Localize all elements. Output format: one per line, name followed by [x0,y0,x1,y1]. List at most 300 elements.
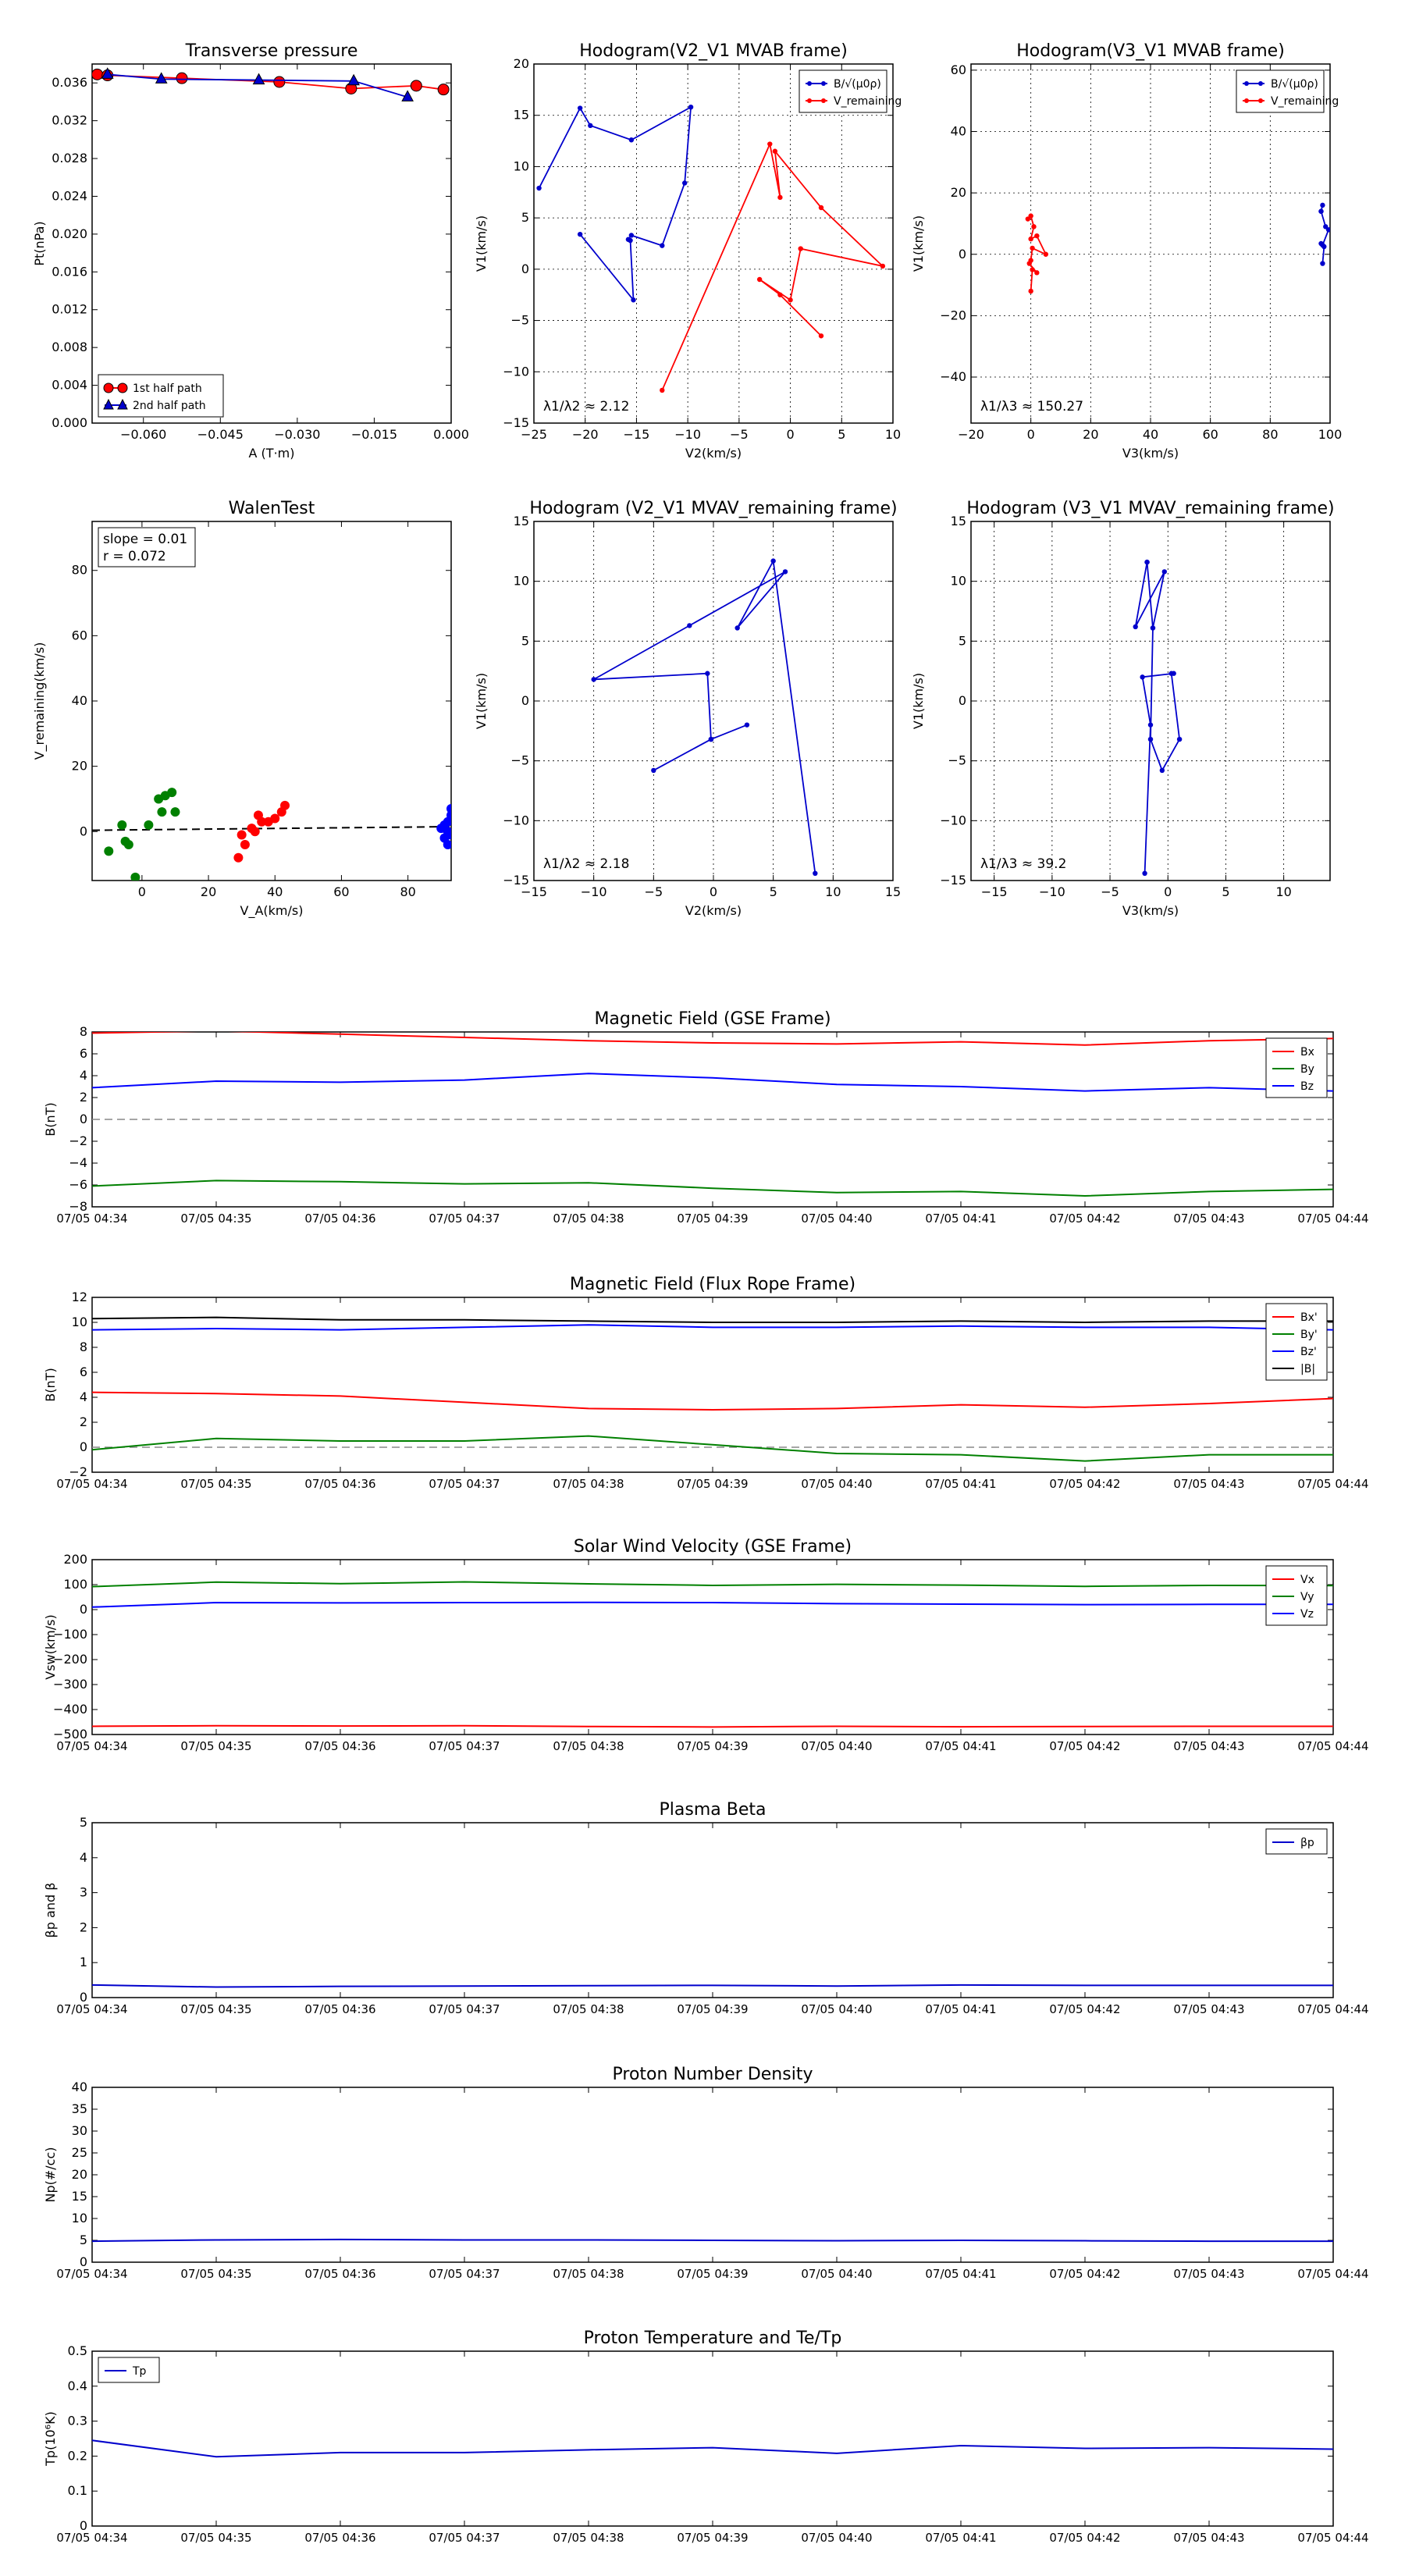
y-tick-label: 0.3 [67,2413,87,2428]
y-tick-label: 5 [79,2233,87,2247]
y-tick-label: 40 [71,2080,87,2094]
y-tick-label: 6 [79,1046,87,1061]
x-tick-label: −15 [521,884,547,899]
x-axis-label: V3(km/s) [1122,446,1179,461]
data-point [1034,270,1039,275]
data-point [536,186,541,190]
data-point [660,243,664,247]
x-tick-label: 07/05 04:41 [925,2531,997,2545]
x-tick-label: 07/05 04:43 [1173,1212,1245,1226]
y-tick-label: 20 [71,758,87,774]
legend-marker [821,98,826,103]
legend [1236,70,1339,112]
chart-c5 [911,499,1335,918]
y-tick-label: 25 [71,2145,87,2160]
x-tick-label: 07/05 04:43 [1173,1739,1245,1753]
data-point [709,737,713,742]
y-tick-label: 3 [79,1884,87,1900]
x-tick-label: 07/05 04:42 [1049,1477,1121,1491]
x-tick-label: 0 [1026,427,1035,442]
x-tick-label: 07/05 04:41 [925,2002,997,2016]
y-tick-label: 20 [513,56,529,71]
annotation-text: λ1/λ2 ≈ 2.12 [543,399,630,415]
data-point [705,671,710,676]
y-tick-label: 0 [79,1439,87,1454]
data-point [745,722,749,727]
y-tick-label: 10 [950,573,966,589]
chart-title: Hodogram(V2_V1 MVAB frame) [579,41,848,61]
y-tick-label: 15 [513,107,529,123]
x-tick-label: 07/05 04:44 [1297,1739,1369,1753]
data-point [438,84,449,95]
x-tick-label: 07/05 04:44 [1297,2002,1369,2016]
data-point [660,388,664,393]
data-point [280,801,290,810]
x-tick-label: 07/05 04:40 [801,1477,873,1491]
data-point [1320,261,1325,265]
y-tick-label: −8 [69,1199,87,1214]
x-tick-label: 07/05 04:41 [925,1212,997,1226]
legend-label: 1st half path [133,382,202,395]
x-tick-label: 07/05 04:42 [1049,1739,1121,1753]
y-tick-label: 0.036 [52,75,87,91]
data-point [1318,209,1323,214]
data-point [1169,671,1174,676]
x-tick-label: 07/05 04:35 [180,2531,252,2545]
legend [799,70,902,112]
plot-frame [92,2087,1333,2262]
y-tick-label: 0 [79,1112,87,1126]
y-tick-label: 8 [79,1340,87,1354]
data-point [687,623,692,628]
data-point [251,827,260,836]
x-tick-label: 10 [1275,884,1292,899]
data-point [176,73,187,84]
x-tick-label: 07/05 04:36 [304,2531,376,2545]
x-tick-label: 07/05 04:40 [801,2002,873,2016]
legend-label: βp [1300,1837,1314,1849]
y-tick-label: −5 [510,312,529,328]
legend [1266,1829,1327,1854]
chart-c1 [474,41,902,461]
plot-frame [92,2351,1333,2526]
legend-marker [1244,98,1249,103]
data-point [628,238,632,243]
legend [98,2357,159,2382]
annotation-text: λ1/λ2 ≈ 2.18 [543,856,630,872]
y-tick-label: 0 [79,2518,87,2533]
data-point [104,846,113,856]
chart-title: Proton Number Density [612,2065,813,2084]
chart-title: Hodogram (V2_V1 MVAV_remaining frame) [529,499,898,518]
data-point [880,264,885,269]
x-tick-label: 07/05 04:41 [925,1739,997,1753]
x-tick-label: 20 [200,884,217,899]
x-tick-label: 07/05 04:42 [1049,2267,1121,2281]
data-point [799,246,803,251]
legend [1266,1566,1327,1625]
data-point [443,840,453,849]
x-tick-label: 07/05 04:37 [429,2267,500,2281]
legend-label: V_remaining [834,95,902,108]
data-point [1028,237,1033,241]
legend [1266,1304,1327,1380]
data-point [144,820,153,830]
y-axis-label: Tp(10⁶K) [43,2411,58,2466]
y-tick-label: 4 [79,1849,87,1865]
y-tick-label: 1 [79,1955,87,1970]
y-tick-label: 0 [79,1990,87,2005]
x-tick-label: 07/05 04:35 [180,2002,252,2016]
y-tick-label: 8 [79,1024,87,1039]
legend-label: Bx' [1300,1311,1318,1324]
legend-label: V_remaining [1271,95,1339,108]
chart-title: Solar Wind Velocity (GSE Frame) [573,1537,852,1557]
y-tick-label: 60 [71,628,87,643]
legend-label: By' [1300,1329,1318,1341]
chart-c6 [43,1009,1369,1226]
chart-c11 [43,2329,1369,2545]
y-tick-label: −5 [510,753,529,768]
y-tick-label: 100 [63,1577,87,1592]
x-tick-label: 07/05 04:34 [56,1212,128,1226]
y-tick-label: 0 [521,261,529,276]
x-tick-label: 07/05 04:41 [925,2267,997,2281]
annotation-line: r = 0.072 [103,549,166,564]
x-tick-label: 07/05 04:37 [429,2531,500,2545]
data-point [578,232,582,237]
legend-label: By [1300,1063,1314,1076]
x-tick-label: 07/05 04:38 [553,1212,624,1226]
legend-label: Vx [1300,1574,1314,1586]
x-tick-label: 07/05 04:37 [429,1212,500,1226]
y-tick-label: 15 [71,2189,87,2204]
data-point [773,149,777,154]
legend-marker [821,81,826,86]
legend-label: Bz [1300,1080,1314,1093]
legend-label: Bx [1300,1046,1314,1059]
y-axis-label: V1(km/s) [474,672,489,730]
x-tick-label: 07/05 04:43 [1173,2002,1245,2016]
x-tick-label: 07/05 04:36 [304,1739,376,1753]
y-tick-label: 0 [79,1602,87,1617]
legend [1266,1038,1327,1098]
y-tick-label: −400 [53,1702,87,1717]
y-tick-label: 0.4 [67,2378,87,2393]
data-point [651,768,656,773]
x-tick-label: 07/05 04:42 [1049,2531,1121,2545]
y-tick-label: 200 [63,1552,87,1567]
y-tick-label: 12 [71,1290,87,1304]
y-tick-label: 0.008 [52,340,87,355]
x-tick-label: 15 [884,884,902,899]
y-tick-label: −2 [69,1464,87,1479]
x-tick-label: 07/05 04:44 [1297,2531,1369,2545]
y-tick-label: 0.012 [52,301,87,317]
legend [98,375,223,417]
y-tick-label: −10 [503,813,529,828]
y-tick-label: 15 [513,514,529,528]
x-tick-label: 07/05 04:37 [429,1477,500,1491]
y-tick-label: 15 [950,514,966,528]
x-tick-label: 07/05 04:35 [180,1477,252,1491]
y-tick-label: −5 [948,753,966,768]
data-point [1027,261,1032,265]
data-point [688,105,693,109]
data-point [631,297,635,302]
chart-c10 [43,2065,1369,2281]
data-point [411,80,422,91]
data-point [588,123,592,128]
y-tick-label: −6 [69,1177,87,1192]
chart-c9 [43,1800,1369,2016]
y-tick-label: 0 [521,693,529,708]
legend-marker [807,98,812,103]
data-point [770,558,775,563]
y-tick-label: 0.024 [52,188,87,204]
y-tick-label: 30 [71,2123,87,2138]
y-axis-label: Np(#/cc) [43,2147,58,2203]
y-tick-label: 5 [521,210,529,226]
x-tick-label: 07/05 04:39 [677,1477,749,1491]
x-tick-label: 07/05 04:34 [56,1739,128,1753]
y-tick-label: 5 [958,633,966,649]
x-tick-label: 07/05 04:38 [553,2267,624,2281]
x-tick-label: −0.060 [120,427,167,442]
legend-label: 2nd half path [133,400,206,412]
x-tick-label: 07/05 04:40 [801,1739,873,1753]
x-tick-label: −10 [674,427,702,442]
plot-frame [92,64,451,423]
x-tick-label: 07/05 04:40 [801,2531,873,2545]
y-tick-label: −4 [69,1155,87,1170]
y-tick-label: 0 [958,246,966,262]
x-tick-label: 20 [1083,427,1099,442]
x-tick-label: 07/05 04:35 [180,1212,252,1226]
y-tick-label: −500 [53,1727,87,1742]
data-point [813,871,817,876]
chart-title: Plasma Beta [659,1800,767,1820]
data-point [1162,569,1167,574]
y-axis-label: B(nT) [43,1102,58,1137]
data-point [1148,737,1153,742]
data-point [783,569,788,574]
x-tick-label: 60 [333,884,350,899]
y-tick-label: 2 [79,1090,87,1105]
x-tick-label: 5 [1222,884,1230,899]
y-tick-label: −15 [503,873,529,888]
x-axis-label: V2(km/s) [685,446,742,461]
x-axis-label: V2(km/s) [685,903,742,918]
x-tick-label: −15 [623,427,650,442]
x-tick-label: 07/05 04:39 [677,2267,749,2281]
data-point [117,820,126,830]
legend-marker [807,81,812,86]
data-point [777,293,782,297]
y-tick-label: 2 [79,1414,87,1429]
y-tick-label: 4 [79,1389,87,1404]
x-tick-label: 07/05 04:44 [1297,1477,1369,1491]
y-tick-label: 35 [71,2101,87,2116]
y-tick-label: 20 [71,2167,87,2182]
data-point [629,137,634,142]
data-point [240,840,250,849]
y-tick-label: 0 [79,824,87,839]
data-point [446,830,456,839]
data-point [274,76,285,87]
x-tick-label: 07/05 04:34 [56,1477,128,1491]
chart-title: WalenTest [228,499,315,518]
legend-label: B/√(μ0ρ) [834,78,881,91]
x-tick-label: 07/05 04:42 [1049,2002,1121,2016]
x-tick-label: 07/05 04:36 [304,2002,376,2016]
chart-title: Hodogram (V3_V1 MVAV_remaining frame) [966,499,1335,518]
x-tick-label: 07/05 04:34 [56,2002,128,2016]
x-tick-label: 0 [137,884,146,899]
data-point [1321,244,1326,249]
y-axis-label: Pt(nPa) [32,221,47,266]
chart-c3 [32,499,456,919]
y-tick-label: −100 [53,1627,87,1642]
x-tick-label: −0.015 [350,427,398,442]
y-tick-label: −2 [69,1133,87,1148]
data-point [1030,246,1034,251]
x-tick-label: 07/05 04:39 [677,1212,749,1226]
y-tick-label: −15 [503,415,529,430]
annotation-text: λ1/λ3 ≈ 39.2 [980,856,1067,872]
y-tick-label: 4 [79,1068,87,1083]
y-tick-label: 0.032 [52,112,87,128]
data-point [1133,624,1138,629]
x-tick-label: 80 [1262,427,1279,442]
x-tick-label: 07/05 04:38 [553,1739,624,1753]
legend-marker [118,383,127,393]
data-point [1044,252,1048,257]
x-tick-label: −15 [980,884,1008,899]
x-tick-label: 60 [1202,427,1218,442]
y-tick-label: 0.028 [52,151,87,166]
data-point [237,830,247,839]
x-tick-label: −25 [521,427,547,442]
y-tick-label: 0.004 [52,377,87,393]
x-tick-label: 10 [825,884,841,899]
y-tick-label: 0.016 [52,264,87,279]
x-tick-label: 07/05 04:36 [304,1212,376,1226]
y-tick-label: 60 [950,62,966,77]
y-tick-label: 0.000 [52,415,87,430]
x-tick-label: 0 [786,427,795,442]
x-tick-label: −10 [580,884,607,899]
x-axis-label: V_A(km/s) [240,903,304,918]
x-tick-label: 07/05 04:42 [1049,1212,1121,1226]
plot-frame [92,1297,1333,1472]
y-tick-label: −10 [940,813,966,828]
chart-title: Magnetic Field (GSE Frame) [594,1009,831,1029]
data-point [591,677,596,681]
y-tick-label: 40 [950,123,966,139]
data-point [682,180,687,185]
x-tick-label: 07/05 04:41 [925,1477,997,1491]
x-tick-label: −20 [958,427,984,442]
y-tick-label: 80 [71,562,87,578]
y-tick-label: 0.020 [52,226,87,241]
data-point [124,840,133,849]
chart-title: Magnetic Field (Flux Rope Frame) [569,1275,856,1294]
x-tick-label: −5 [644,884,663,899]
data-point [1151,625,1155,630]
data-point [167,788,176,797]
x-tick-label: 10 [884,427,902,442]
legend-label: Vy [1300,1591,1314,1603]
y-tick-label: 5 [79,1815,87,1830]
data-point [767,141,772,146]
x-axis-label: V3(km/s) [1122,903,1179,918]
chart-c8 [43,1537,1369,1753]
x-tick-label: 07/05 04:36 [304,1477,376,1491]
x-tick-label: 07/05 04:35 [180,2267,252,2281]
y-tick-label: 6 [79,1364,87,1379]
data-point [735,625,739,630]
x-tick-label: 07/05 04:40 [801,2267,873,2281]
y-axis-label: V1(km/s) [911,672,926,730]
y-tick-label: −15 [940,873,966,888]
y-axis-label: B(nT) [43,1368,58,1402]
annotation-text: λ1/λ3 ≈ 150.27 [980,399,1084,415]
x-tick-label: 07/05 04:34 [56,2531,128,2545]
chart-title: Transverse pressure [185,41,358,61]
x-tick-label: −20 [571,427,599,442]
x-tick-label: −0.045 [197,427,244,442]
data-point [233,853,243,863]
data-point [157,807,166,817]
data-point [92,69,103,80]
x-tick-label: 07/05 04:38 [553,1477,624,1491]
y-tick-label: −300 [53,1677,87,1692]
x-tick-label: 07/05 04:40 [801,1212,873,1226]
y-tick-label: 20 [950,185,966,201]
x-tick-label: 07/05 04:43 [1173,2531,1245,2545]
data-point [578,105,582,110]
x-tick-label: 100 [1318,427,1343,442]
x-axis-label: A (T·m) [248,446,295,461]
data-point [1140,674,1144,679]
data-point [788,297,792,302]
legend-label: Vz [1300,1608,1314,1621]
chart-title: Hodogram(V3_V1 MVAB frame) [1016,41,1285,61]
x-tick-label: 0 [1164,884,1172,899]
y-axis-label: βp and β [43,1882,58,1938]
x-tick-label: 5 [769,884,777,899]
y-tick-label: 0.5 [67,2343,87,2358]
x-tick-label: 07/05 04:35 [180,1739,252,1753]
data-point [1028,213,1033,218]
x-tick-label: −5 [730,427,749,442]
y-tick-label: −200 [53,1652,87,1667]
x-tick-label: 07/05 04:43 [1173,1477,1245,1491]
chart-c4 [474,499,901,918]
legend-label: B/√(μ0ρ) [1271,78,1318,91]
data-point [629,233,634,237]
x-tick-label: −0.030 [274,427,321,442]
y-tick-label: 5 [521,633,529,649]
x-tick-label: 07/05 04:43 [1173,2267,1245,2281]
y-axis-label: V_remaining(km/s) [32,642,47,760]
data-point [1142,871,1147,876]
data-point [819,205,823,210]
data-point [777,195,782,200]
y-axis-label: V1(km/s) [474,215,489,272]
legend-marker [104,383,113,393]
